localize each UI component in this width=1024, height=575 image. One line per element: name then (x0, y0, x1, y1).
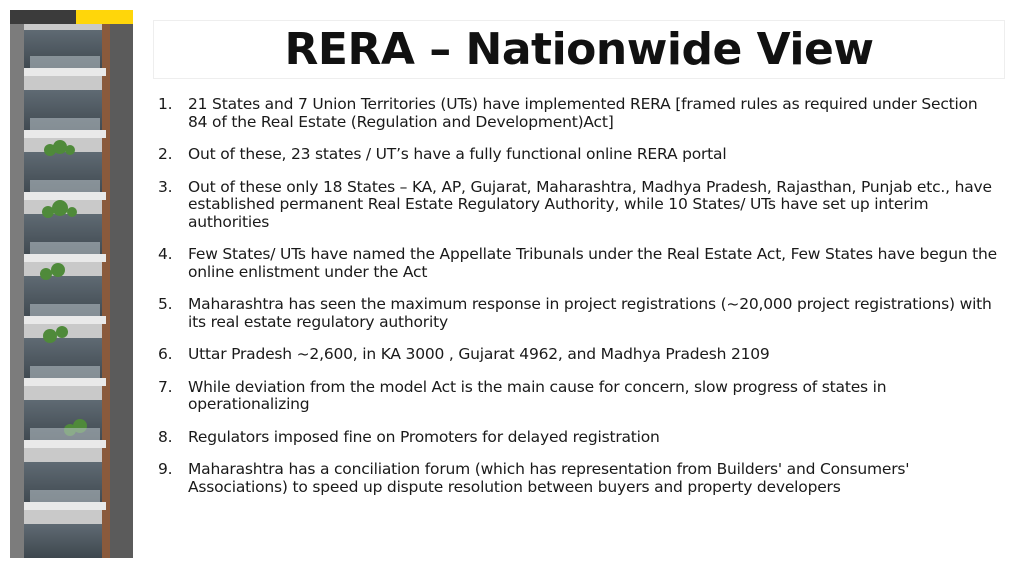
header-dark-bar (10, 10, 76, 24)
list-item-text: While deviation from the model Act is the main cause for concern, slow progress of states in operationalizing (188, 377, 887, 413)
list-item (158, 146, 998, 164)
list-item-text: 21 States and 7 Union Territories (UTs) have implemented RERA [framed rules as required under Section 84 of the Real Estate (Regulation and Development)Act] (188, 95, 978, 131)
list-item-number: 9. (158, 460, 173, 478)
list-item-number: 1. (158, 95, 173, 113)
list-item-text: Regulators imposed fine on Promoters for delayed registration (188, 427, 660, 446)
slide-title: RERA – Nationwide View (284, 24, 874, 75)
list-item-number: 2. (158, 145, 173, 163)
list-item (158, 379, 998, 414)
list-item (158, 461, 998, 496)
building-photo-icon (10, 10, 133, 558)
list-item-text: Maharashtra has seen the maximum response in project registrations (~20,000 project registrations) with its real estate regulatory authority (188, 295, 992, 331)
list-item-text: Few States/ UTs have named the Appellate Tribunals under the Real Estate Act, Few States have begun the online enlistment under the Act (188, 245, 998, 281)
list-item (158, 246, 998, 281)
list-item-number: 7. (158, 377, 173, 396)
list-item (158, 179, 998, 232)
list-item-number: 6. (158, 345, 173, 363)
list-item-number: 8. (158, 427, 173, 446)
list-item-text: Out of these, 23 states / UT’s have a fully functional online RERA portal (188, 145, 727, 163)
list-item (158, 96, 998, 131)
bullet-list (158, 96, 998, 496)
list-item-text: Out of these only 18 States – KA, AP, Gujarat, Maharashtra, Madhya Pradesh, Rajasthan, Punjab etc., have established permanent Real Estate Regulatory Authority, while 10 States/ UTs have set up interim authorities (188, 177, 992, 231)
list-item (158, 296, 998, 331)
header-yellow-bar (76, 10, 133, 24)
list-item (158, 346, 998, 364)
list-item-number: 5. (158, 295, 173, 313)
list-item (158, 429, 998, 447)
list-item-number: 4. (158, 245, 173, 263)
list-item-text: Uttar Pradesh ~2,600, in KA 3000 , Gujarat 4962, and Madhya Pradesh 2109 (188, 345, 770, 363)
list-item-number: 3. (158, 177, 173, 196)
title-box (153, 20, 1005, 79)
list-item-text: Maharashtra has a conciliation forum (which has representation from Builders' and Consumers' Associations) to speed up dispute resolution between buyers and property developers (188, 460, 910, 496)
